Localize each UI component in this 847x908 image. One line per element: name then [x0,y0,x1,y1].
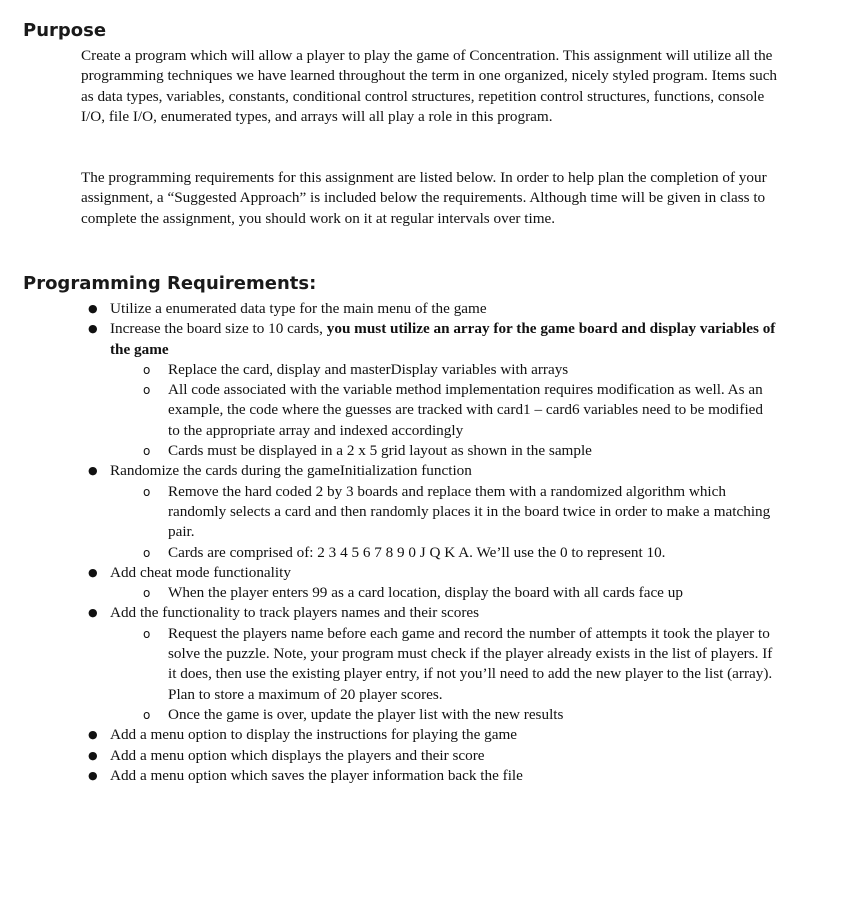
sub-requirement-item [0,441,776,461]
requirement-item [0,766,780,786]
requirement-text: Add a menu option which displays the players and their score [110,746,485,764]
purpose-paragraph-2: The programming requirements for this assignment are listed below. In order to help plan the completion of your assignment, a “Suggested Approach” is included below the requirements. Although time will be given in class to complete the assignment, you should work on it at regular intervals over time. [81,169,767,227]
circle-bullet-icon: o [143,707,151,722]
sub-requirement-item [0,705,776,725]
requirement-bold-text: you must utilize an array for the game board and display variables of the game [110,320,776,358]
requirement-text: Add cheat mode functionality [110,563,291,581]
circle-bullet-icon: o [143,484,151,499]
sub-requirement-item [0,360,776,380]
sub-requirement-list [0,360,780,461]
sub-requirement-text: Request the players name before each game and record the number of attempts it took the player to solve the puzzle. Note, your program must check if the player already exists in the list of players. If it does, then use the existing player entry, if not you’ll need to add the new player to the list (array). Plan to store a maximum of 20 player scores. [168,624,773,703]
requirement-text: Add the functionality to track players names and their scores [110,604,480,622]
sub-requirement-text: Cards must be displayed in a 2 x 5 grid layout as shown in the sample [168,442,592,460]
requirement-text: Add a menu option to display the instructions for playing the game [110,726,518,744]
requirement-item [0,299,780,319]
requirement-text: Increase the board size to 10 cards, [110,320,327,338]
sub-requirement-text: All code associated with the variable method implementation requires modification as well. As an example, the code where the guesses are tracked with card1 – card6 variables need to be modified to the appropriate array and indexed accordingly [168,381,764,439]
bullet-icon: ● [88,565,98,579]
sub-requirement-item [0,482,776,543]
bullet-icon: ● [88,322,98,336]
requirement-text: Utilize a enumerated data type for the main menu of the game [110,300,487,317]
circle-bullet-icon: o [143,362,151,377]
sub-requirement-item [0,624,776,705]
circle-bullet-icon: o [143,545,151,560]
circle-bullet-icon: o [143,444,151,459]
bullet-icon: ● [88,748,98,762]
requirement-item [0,319,780,461]
sub-requirement-text: Cards are comprised of: 2 3 4 5 6 7 8 9 0 J Q K A. We’ll use the 0 to represent 10. [168,543,666,561]
bullet-icon: ● [88,302,98,315]
sub-requirement-item [0,543,776,563]
bullet-icon: ● [88,464,98,478]
sub-requirement-list [0,624,780,725]
sub-requirement-text: When the player enters 99 as a card location, display the board with all cards face up [168,584,683,602]
bullet-icon: ● [88,728,98,742]
sub-requirement-text: Remove the hard coded 2 by 3 boards and replace them with a randomized algorithm which randomly selects a card and then randomly places it in the board twice in order to make a matching pair. [168,482,771,541]
requirement-item [0,746,780,766]
requirements-list [0,299,847,786]
bullet-icon: ● [88,606,98,620]
requirement-item [0,461,780,562]
purpose-paragraph-1: Create a program which will allow a player to play the game of Concentration. This assignment will utilize all the programming techniques we have learned throughout the term in one organized, nicely styled program. Items such as data types, variables, constants, conditional control structures, repetition control structures, functions, console I/O, file I/O, enumerated types, and arrays will all play a role in this program. [81,47,778,125]
circle-bullet-icon: o [143,626,151,641]
bullet-icon: ● [88,768,98,782]
circle-bullet-icon: o [143,383,151,398]
requirement-text: Randomize the cards during the gameInitialization function [110,462,472,480]
sub-requirement-text: Replace the card, display and masterDisplay variables with arrays [168,360,569,378]
circle-bullet-icon: o [143,586,151,601]
sub-requirement-list [0,583,780,603]
sub-requirement-text: Once the game is over, update the player list with the new results [168,705,564,723]
requirement-item [0,725,780,745]
sub-requirement-item [0,583,776,603]
sub-requirement-list [0,482,780,563]
requirement-item [0,603,780,725]
requirement-item [0,563,780,604]
sub-requirement-item [0,380,776,441]
requirements-heading: Programming Requirements: [23,273,317,294]
purpose-heading: Purpose [23,20,107,41]
requirement-text: Add a menu option which saves the player information back the file [110,766,523,784]
